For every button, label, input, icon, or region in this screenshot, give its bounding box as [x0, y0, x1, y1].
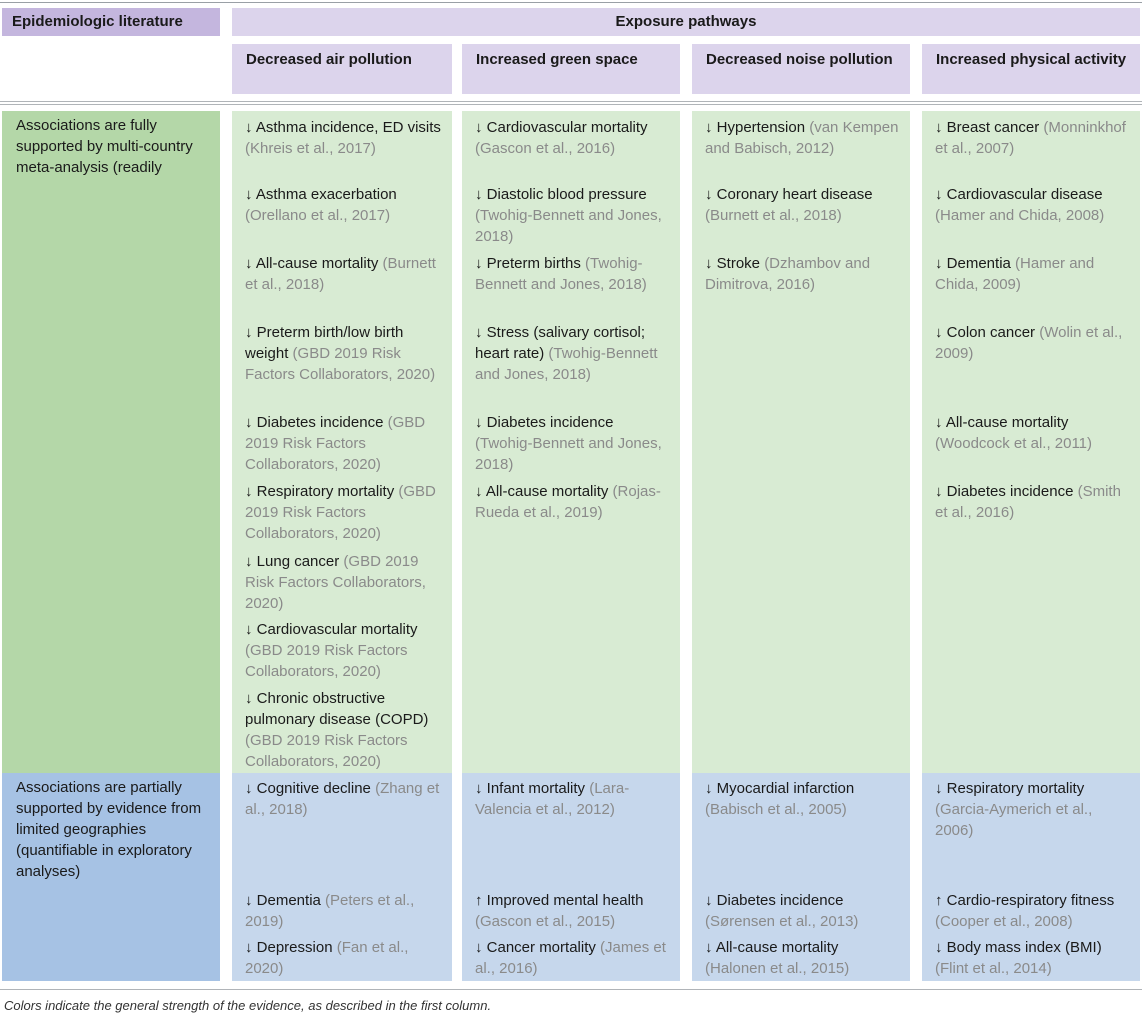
outcome-text: ↓ Diabetes incidence — [475, 414, 614, 431]
outcome-cell — [245, 117, 445, 159]
citation-link[interactable]: (Khreis et al., 2017) — [245, 140, 376, 157]
outcome-text: ↓ Coronary heart disease — [705, 186, 873, 203]
citation-link[interactable]: (Cooper et al., 2008) — [935, 913, 1073, 930]
outcome-text: ↓ Cardiovascular disease — [935, 186, 1103, 203]
outcome-cell — [935, 778, 1130, 841]
citation-link[interactable]: (Burnett et al., 2018) — [705, 207, 842, 224]
outcome-cell — [475, 890, 670, 932]
outcome-cell — [475, 322, 670, 385]
citation-link[interactable]: (Babisch et al., 2005) — [705, 801, 847, 818]
outcome-cell — [245, 619, 445, 682]
outcome-cell — [475, 937, 670, 979]
outcome-text: ↓ Dementia — [245, 892, 326, 909]
outcome-text: ↑ Cardio-respiratory fitness — [935, 892, 1115, 909]
column-header-air-pollution: Decreased air pollution — [232, 44, 452, 94]
outcome-cell — [935, 322, 1130, 364]
outcome-cell — [245, 253, 445, 295]
citation-link[interactable]: (Hamer and Chida, 2008) — [935, 207, 1105, 224]
outcome-cell — [245, 184, 445, 226]
citation-link[interactable]: (Flint et al., 2014) — [935, 960, 1052, 977]
citation-link[interactable]: (GBD 2019 Risk Factors Collaborators, 2020) — [245, 553, 426, 612]
outcome-cell — [705, 937, 900, 979]
outcome-text: ↓ Cardiovascular mortality — [475, 119, 648, 136]
outcome-cell — [935, 184, 1130, 226]
outcome-text: ↓ Asthma exacerbation — [245, 186, 397, 203]
outcome-cell — [705, 184, 900, 226]
outcome-text: ↓ Respiratory mortality — [245, 483, 399, 500]
outcome-text: ↓ Dementia — [935, 255, 1016, 272]
outcome-text: ↓ Myocardial infarction — [705, 780, 855, 797]
outcome-cell — [705, 117, 900, 159]
outcome-cell — [705, 890, 900, 932]
citation-link[interactable]: (GBD 2019 Risk Factors Collaborators, 2020) — [245, 483, 436, 542]
citation-link[interactable]: (Woodcock et al., 2011) — [935, 435, 1093, 452]
citation-link[interactable]: (Sørensen et al., 2013) — [705, 913, 859, 930]
outcome-text: ↓ Stress (salivary cortisol; heart rate) — [475, 324, 646, 362]
outcome-cell — [475, 778, 670, 820]
column-header-noise-pollution: Decreased noise pollution — [692, 44, 910, 94]
outcome-cell — [935, 253, 1130, 295]
citation-link[interactable]: (Twohig-Bennett and Jones, 2018) — [475, 255, 647, 293]
outcome-text: ↓ Asthma incidence, ED visits — [245, 119, 441, 136]
citation-link[interactable]: (James et al., 2016) — [475, 939, 666, 977]
outcome-text: ↓ Infant mortality — [475, 780, 590, 797]
outcome-cell — [245, 937, 445, 979]
outcome-cell — [245, 322, 445, 385]
outcome-text: ↓ Diabetes incidence — [705, 892, 844, 909]
outcome-cell — [245, 481, 445, 544]
outcome-text: ↓ Colon cancer — [935, 324, 1040, 341]
outcome-text: ↓ Cognitive decline — [245, 780, 376, 797]
citation-link[interactable]: (Rojas-Rueda et al., 2019) — [475, 483, 661, 521]
outcome-cell — [705, 778, 900, 820]
outcome-text: ↓ Stroke — [705, 255, 765, 272]
outcome-text: ↓ Chronic obstructive pulmonary disease (COPD) — [245, 690, 429, 728]
outcome-text: ↓ Depression — [245, 939, 337, 956]
outcome-text: ↓ Cancer mortality — [475, 939, 601, 956]
citation-link[interactable]: (Twohig-Bennett and Jones, 2018) — [475, 207, 662, 245]
outcome-cell — [475, 481, 670, 523]
citation-link[interactable]: (GBD 2019 Risk Factors Collaborators, 2020) — [245, 414, 426, 473]
citation-link[interactable]: (Smith et al., 2016) — [935, 483, 1121, 521]
outcome-cell — [475, 117, 670, 159]
citation-link[interactable]: (Hamer and Chida, 2009) — [935, 255, 1095, 293]
outcome-text: ↓ All-cause mortality — [475, 483, 613, 500]
table-bottom-rule — [0, 989, 1142, 990]
citation-link[interactable]: (Dzhambov and Dimitrova, 2016) — [705, 255, 871, 293]
outcome-text: ↓ All-cause mortality — [705, 939, 839, 956]
outcome-cell — [245, 551, 445, 614]
outcome-text: ↓ Diabetes incidence — [935, 483, 1078, 500]
outcome-text: ↓ Respiratory mortality — [935, 780, 1085, 797]
footnote: Colors indicate the general strength of the evidence, as described in the first column. — [4, 998, 492, 1013]
exposure-pathways-header: Exposure pathways — [232, 8, 1140, 36]
outcome-text: ↓ All-cause mortality — [245, 255, 383, 272]
citation-link[interactable]: (Wolin et al., 2009) — [935, 324, 1123, 362]
citation-link[interactable]: (van Kempen and Babisch, 2012) — [705, 119, 899, 157]
citation-link[interactable]: (Halonen et al., 2015) — [705, 960, 850, 977]
row-label-partially-supported: Associations are partially supported by evidence from limited geographies (quantifiable in exploratory analyses) — [16, 779, 202, 880]
outcome-cell — [475, 184, 670, 247]
column-header-physical-activity: Increased physical activity — [922, 44, 1140, 94]
outcome-text: ↓ Lung cancer — [245, 553, 344, 570]
citation-link[interactable]: (GBD 2019 Risk Factors Collaborators, 2020) — [245, 345, 436, 383]
outcome-text: ↓ Preterm births — [475, 255, 586, 272]
row-label-fully-supported: Associations are fully supported by multi-country meta-analysis (readily — [16, 117, 193, 176]
citation-link[interactable]: (Gascon et al., 2016) — [475, 140, 616, 157]
outcome-cell — [245, 778, 445, 820]
outcome-text: ↓ Cardiovascular mortality — [245, 621, 418, 638]
outcome-text: ↓ Hypertension — [705, 119, 810, 136]
citation-link[interactable]: (Gascon et al., 2015) — [475, 913, 616, 930]
column-header-green-space: Increased green space — [462, 44, 680, 94]
outcome-text: ↓ All-cause mortality — [935, 414, 1069, 431]
outcome-cell — [475, 253, 670, 295]
epidemiologic-literature-header: Epidemiologic literature — [2, 8, 220, 36]
outcome-cell — [245, 890, 445, 932]
citation-link[interactable]: (Fan et al., 2020) — [245, 939, 409, 977]
header-rule-2 — [0, 104, 1142, 105]
citation-link[interactable]: (Peters et al., 2019) — [245, 892, 415, 930]
citation-link[interactable]: (Zhang et al., 2018) — [245, 780, 440, 818]
outcome-cell — [245, 688, 445, 772]
outcome-cell — [935, 890, 1130, 932]
citation-link[interactable]: (Twohig-Bennett and Jones, 2018) — [475, 345, 658, 383]
citation-link[interactable]: (GBD 2019 Risk Factors Collaborators, 2020) — [245, 732, 408, 770]
outcome-cell — [245, 412, 445, 475]
citation-link[interactable]: (Monninkhof et al., 2007) — [935, 119, 1126, 157]
table-top-rule — [0, 2, 1142, 3]
citation-link[interactable]: (Burnett et al., 2018) — [245, 255, 436, 293]
outcome-text: ↓ Breast cancer — [935, 119, 1044, 136]
citation-link[interactable]: (Lara-Valencia et al., 2012) — [475, 780, 630, 818]
outcome-text: ↓ Diastolic blood pressure — [475, 186, 647, 203]
citation-link[interactable]: (Twohig-Bennett and Jones, 2018) — [475, 435, 662, 473]
citation-link[interactable]: (Orellano et al., 2017) — [245, 207, 391, 224]
outcome-text: ↓ Body mass index (BMI) — [935, 939, 1102, 956]
citation-link[interactable]: (Garcia-Aymerich et al., 2006) — [935, 801, 1093, 839]
outcome-text: ↓ Preterm birth/low birth weight — [245, 324, 404, 362]
outcome-cell — [935, 412, 1130, 454]
citation-link[interactable]: (GBD 2019 Risk Factors Collaborators, 2020) — [245, 642, 408, 680]
outcome-cell — [475, 412, 670, 475]
outcome-cell — [705, 253, 900, 295]
header-rule — [0, 101, 1142, 102]
outcome-cell — [935, 937, 1130, 979]
row-full-label-cell — [2, 111, 220, 773]
outcome-text: ↓ Diabetes incidence — [245, 414, 388, 431]
outcome-text: ↑ Improved mental health — [475, 892, 644, 909]
outcome-cell — [935, 117, 1130, 159]
outcome-cell — [935, 481, 1130, 523]
